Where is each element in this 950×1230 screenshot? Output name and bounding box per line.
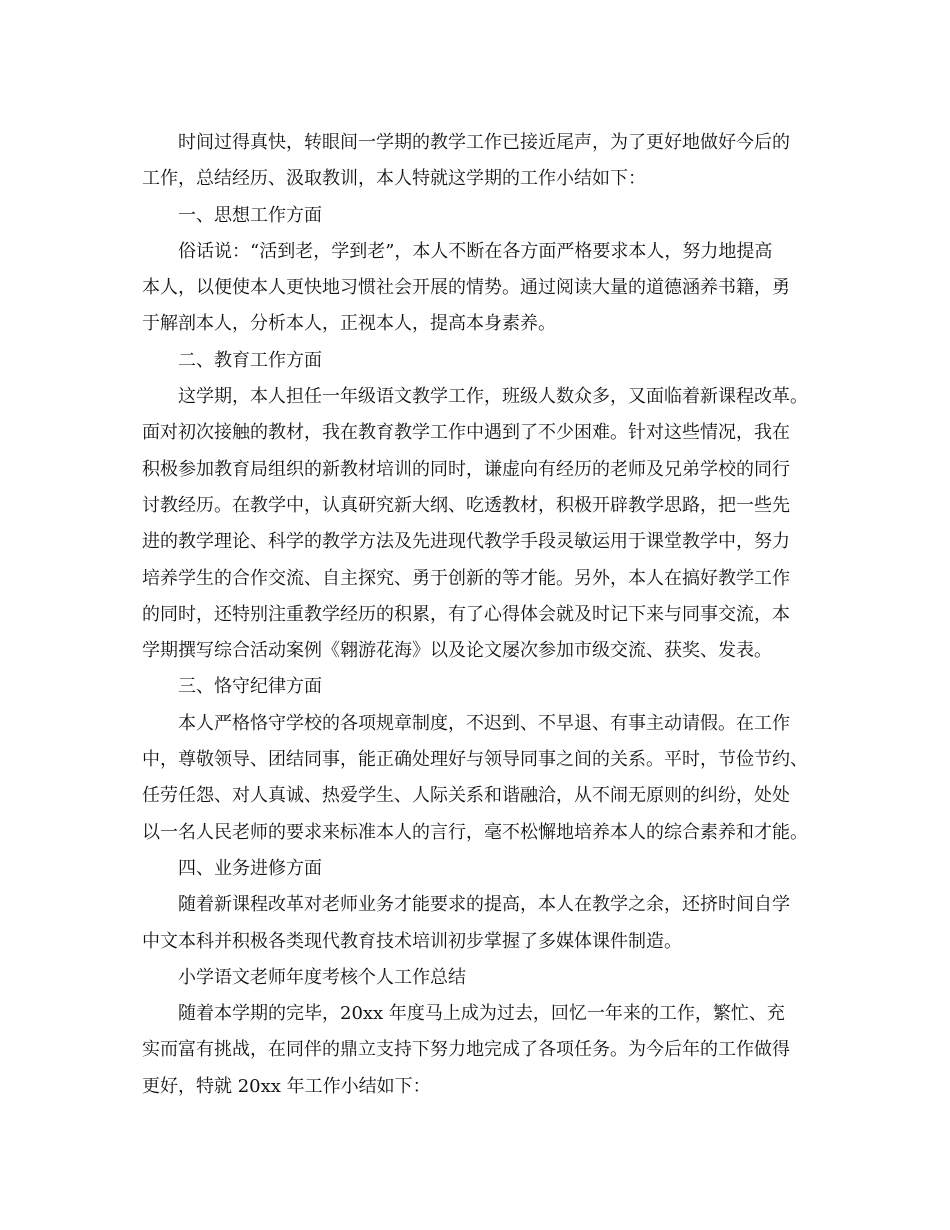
paragraph-line: 随着本学期的完毕，20xx 年度马上成为过去，回忆一年来的工作，繁忙、充 <box>178 1003 785 1025</box>
paragraph-line: 中文本科并积极各类现代教育技术培训初步掌握了多媒体课件制造。 <box>142 930 682 952</box>
paragraph-line: 实而富有挑战，在同伴的鼎立支持下努力地完成了各项任务。为今后年的工作做得 <box>142 1039 790 1061</box>
paragraph-line: 时间过得真快，转眼间一学期的教学工作已接近尾声，为了更好地做好今后的 <box>178 132 790 153</box>
section-heading: 二、教育工作方面 <box>178 349 322 371</box>
paragraph-line: 学期撰写综合活动案例《翱游花海》以及论文屡次参加市级交流、获奖、发表。 <box>142 640 772 662</box>
paragraph-line: 于解剖本人，分析本人，正视本人，提高本身素养。 <box>142 313 556 335</box>
paragraph-line: 俗话说：“活到老，学到老”，本人不断在各方面严格要求本人，努力地提高 <box>178 240 773 262</box>
section-heading: 四、业务进修方面 <box>178 857 322 879</box>
section-heading: 三、恪守纪律方面 <box>178 676 322 698</box>
paragraph-line: 随着新课程改革对老师业务才能要求的提高，本人在教学之余，还挤时间自学 <box>178 894 790 916</box>
section-heading: 小学语文老师年度考核个人工作总结 <box>178 966 466 988</box>
paragraph-line: 的同时，还特别注重教学经历的积累，有了心得体会就及时记下来与同事交流，本 <box>142 603 790 625</box>
paragraph-line: 中，尊敬领导、团结同事，能正确处理好与领导同事之间的关系。平时，节俭节约、 <box>142 749 808 771</box>
paragraph-line: 任劳任怨、对人真诚、热爱学生、人际关系和谐融洽，从不闹无原则的纠纷，处处 <box>142 785 790 807</box>
section-heading: 一、思想工作方面 <box>178 204 322 226</box>
paragraph-line: 这学期，本人担任一年级语文教学工作，班级人数众多，又面临着新课程改革。 <box>178 386 808 408</box>
paragraph-line: 更好，特就 20xx 年工作小结如下： <box>142 1075 431 1097</box>
paragraph-line: 讨教经历。在教学中，认真研究新大纲、吃透教材，积极开辟教学思路，把一些先 <box>142 494 790 516</box>
paragraph-line: 进的教学理论、科学的教学方法及先进现代教学手段灵敏运用于课堂教学中，努力 <box>142 531 790 553</box>
paragraph-line: 工作，总结经历、汲取教训，本人特就这学期的工作小结如下： <box>142 168 646 190</box>
paragraph-line: 本人，以便使本人更快地习惯社会开展的情势。通过阅读大量的道德涵养书籍，勇 <box>142 277 790 299</box>
paragraph-line: 培养学生的合作交流、自主探究、勇于创新的等才能。另外，本人在搞好教学工作 <box>142 567 790 589</box>
paragraph-line: 以一名人民老师的要求来标准本人的言行，毫不松懈地培养本人的综合素养和才能。 <box>142 821 808 843</box>
document-body <box>142 125 822 1105</box>
paragraph-line: 积极参加教育局组织的新教材培训的同时，谦虚向有经历的老师及兄弟学校的同行 <box>142 458 790 480</box>
paragraph-line: 面对初次接触的教材，我在教育教学工作中遇到了不少困难。针对这些情况，我在 <box>142 422 790 444</box>
paragraph-line: 本人严格恪守学校的各项规章制度，不迟到、不早退、有事主动请假。在工作 <box>178 712 790 734</box>
